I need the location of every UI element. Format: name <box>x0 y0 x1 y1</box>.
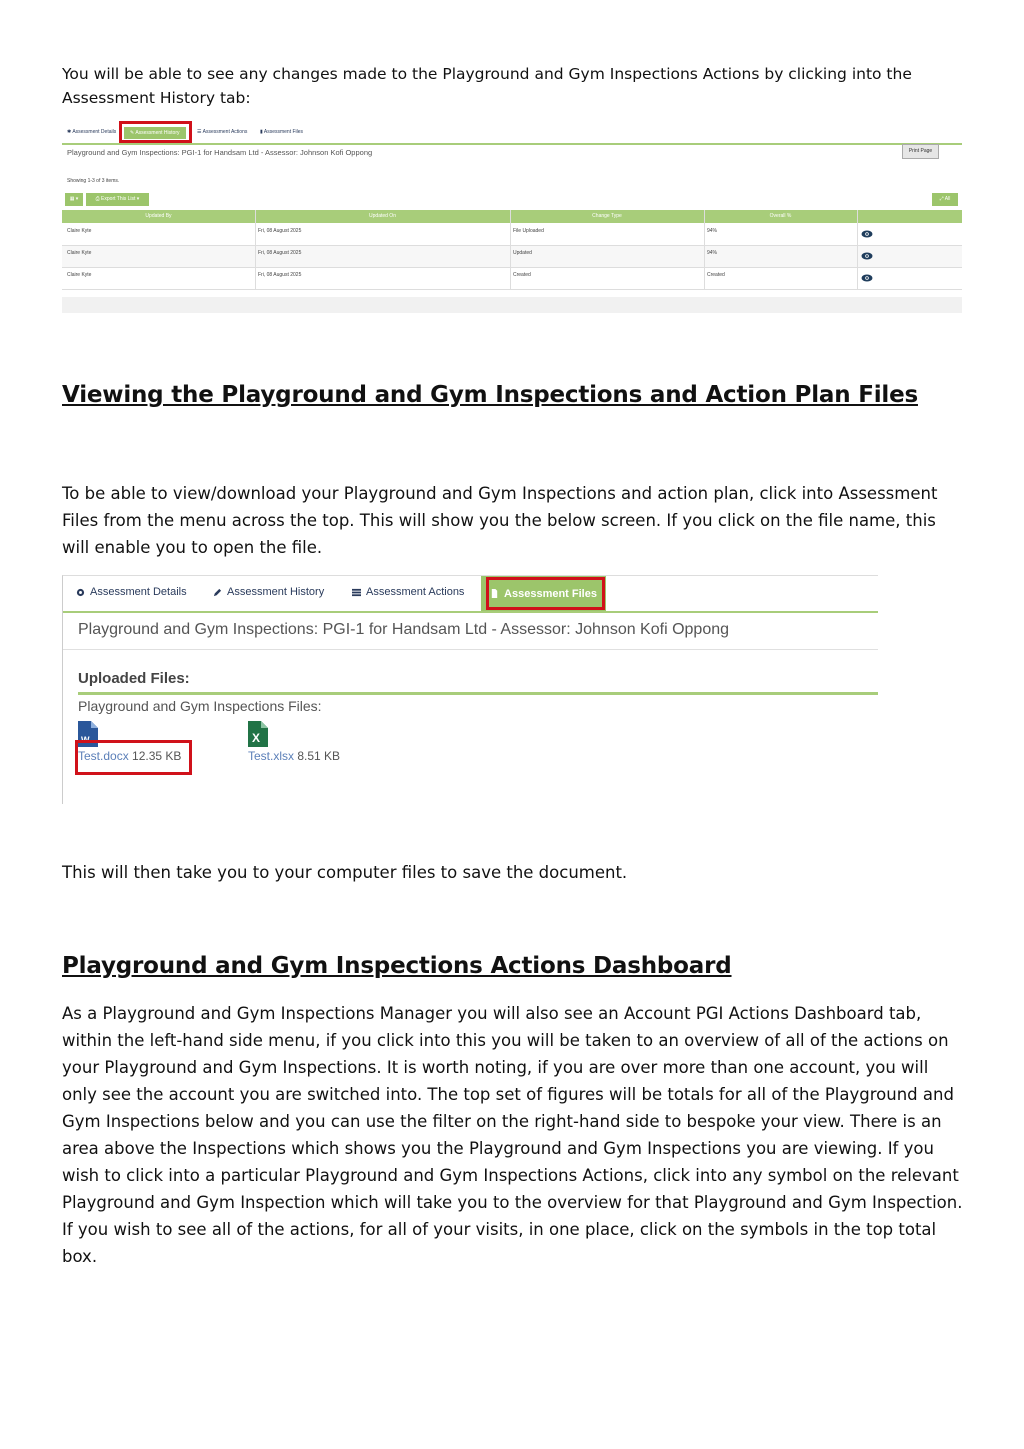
tab-assessment-actions[interactable]: ☰ Assessment Actions <box>197 129 248 135</box>
highlight-box <box>75 740 192 775</box>
tab-label: Assessment Files <box>504 587 597 600</box>
col-updated-on[interactable]: Updated On <box>369 213 396 219</box>
tab-assessment-files[interactable]: ▮ Assessment Files <box>260 129 304 135</box>
export-button[interactable]: ⎙ Export This List ▾ <box>86 193 149 206</box>
files-section-label: Playground and Gym Inspections Files: <box>78 698 322 714</box>
cell-updated-by: Claire Kyte <box>67 250 92 256</box>
cell-updated-by: Claire Kyte <box>67 272 92 278</box>
tab-label: Assessment Details <box>90 586 187 598</box>
tab-assessment-details[interactable] <box>76 586 187 598</box>
col-updated-by[interactable]: Updated By <box>145 213 172 219</box>
tab-assessment-actions[interactable] <box>352 586 464 598</box>
heading-dashboard: Playground and Gym Inspections Actions Dashboard <box>62 953 732 979</box>
table-header <box>62 210 962 223</box>
cell-updated-on: Fri, 08 August 2025 <box>258 272 302 278</box>
all-label: All <box>944 196 951 202</box>
column-divider <box>704 210 705 290</box>
export-label: Export This List <box>101 196 136 202</box>
col-change-type[interactable]: Change Type <box>592 213 622 219</box>
history-tab-bar <box>62 125 962 145</box>
tab-assessment-details[interactable]: ✱ Assessment Details <box>67 129 117 135</box>
divider <box>63 649 878 650</box>
table-row <box>62 268 962 290</box>
tab-label: Assessment Files <box>263 129 304 135</box>
highlight-box <box>119 121 192 143</box>
column-divider <box>510 210 511 290</box>
cell-change-type: Updated <box>513 250 532 256</box>
cell-updated-on: Fri, 08 August 2025 <box>258 250 302 256</box>
file-size: 8.51 KB <box>297 749 341 763</box>
highlight-box <box>486 577 605 610</box>
svg-text:X: X <box>252 731 261 745</box>
file-size: 12.35 KB <box>132 749 182 763</box>
table-row <box>62 224 962 246</box>
all-button[interactable]: ⤢ All <box>932 193 958 206</box>
uploaded-files-heading: Uploaded Files: <box>78 670 190 687</box>
list-icon <box>352 588 361 597</box>
assessment-title: Playground and Gym Inspections: PGI-1 for Handsam Ltd - Assessor: Johnson Kofi Oppong <box>78 621 730 638</box>
view-eye-icon[interactable] <box>861 252 873 260</box>
pencil-icon <box>213 588 222 597</box>
cell-overall: 94% <box>707 250 718 256</box>
view-eye-icon[interactable] <box>861 230 873 238</box>
print-page-button[interactable]: Print Page <box>902 144 939 159</box>
save-paragraph: This will then take you to your computer files to save the document. <box>62 863 628 882</box>
tab-label: Assessment Actions <box>202 129 248 135</box>
cell-updated-on: Fri, 08 August 2025 <box>258 228 302 234</box>
view-eye-icon[interactable] <box>861 274 873 282</box>
tab-assessment-history[interactable]: ✎ Assessment History <box>124 127 186 139</box>
table-footer <box>62 297 962 313</box>
intro-paragraph: You will be able to see any changes made to the Playground and Gym Inspections Actions by clicking into the Assessment History tab: <box>62 65 912 107</box>
cell-overall: Created <box>707 272 725 278</box>
cell-overall: 94% <box>707 228 718 234</box>
cell-change-type: File Uploaded <box>513 228 544 234</box>
tab-label: Assessment History <box>135 130 180 136</box>
files-paragraph: To be able to view/download your Playground and Gym Inspections and action plan, click into Assessment Files from the menu across the top. This will show you the below screen. If you click on the file name, this will enable you to open the file. <box>62 484 938 557</box>
cell-updated-by: Claire Kyte <box>67 228 92 234</box>
tab-label: Assessment History <box>227 586 325 598</box>
svg-text:W: W <box>81 735 90 745</box>
cell-change-type: Created <box>513 272 531 278</box>
assessment-title: Playground and Gym Inspections: PGI-1 for Handsam Ltd - Assessor: Johnson Kofi Oppong <box>67 148 373 157</box>
divider <box>78 692 878 695</box>
column-divider <box>255 210 256 290</box>
tab-label: Assessment Actions <box>366 586 465 598</box>
file-link[interactable]: Test.docx <box>78 749 129 763</box>
files-screenshot <box>62 575 878 804</box>
columns-button[interactable]: ▦ ▾ <box>65 193 83 206</box>
excel-sheet-icon <box>248 721 268 747</box>
table-row <box>62 246 962 268</box>
heading-files: Viewing the Playground and Gym Inspections and Action Plan Files <box>62 382 918 408</box>
dashboard-paragraph: As a Playground and Gym Inspections Manager you will also see an Account PGI Actions Dashboard tab, within the left-hand side menu, if you click into this you will be taken to an overview of all of the actions on your Playground and Gym Inspections. It is worth noting, if you are over more than one account, you will only see the account you are switched into. The top set of figures will be totals for all of the Playground and Gym Inspections below and you can use the filter on the right-hand side to bespoke your view. There is an area above the Inspections which shows you the Playground and Gym Inspections you are viewing. If you wish to click into a particular Playground and Gym Inspections Actions, click into any symbol on the relevant Playground and Gym Inspection which will take you to the overview for that Playground and Gym Inspection. If you wish to see all of the actions, for all of your visits, in one place, click on the symbols in the top total box. <box>62 1004 963 1266</box>
history-screenshot <box>62 125 962 313</box>
gear-icon <box>76 588 85 597</box>
tab-label: Assessment Details <box>72 129 117 135</box>
column-divider <box>857 210 858 290</box>
tab-assessment-history[interactable] <box>213 586 324 598</box>
file-link[interactable]: Test.xlsx <box>248 749 295 763</box>
files-tab-bar <box>63 576 878 613</box>
item-count: Showing 1-3 of 3 items. <box>67 178 120 184</box>
col-overall[interactable]: Overall % <box>769 213 792 219</box>
